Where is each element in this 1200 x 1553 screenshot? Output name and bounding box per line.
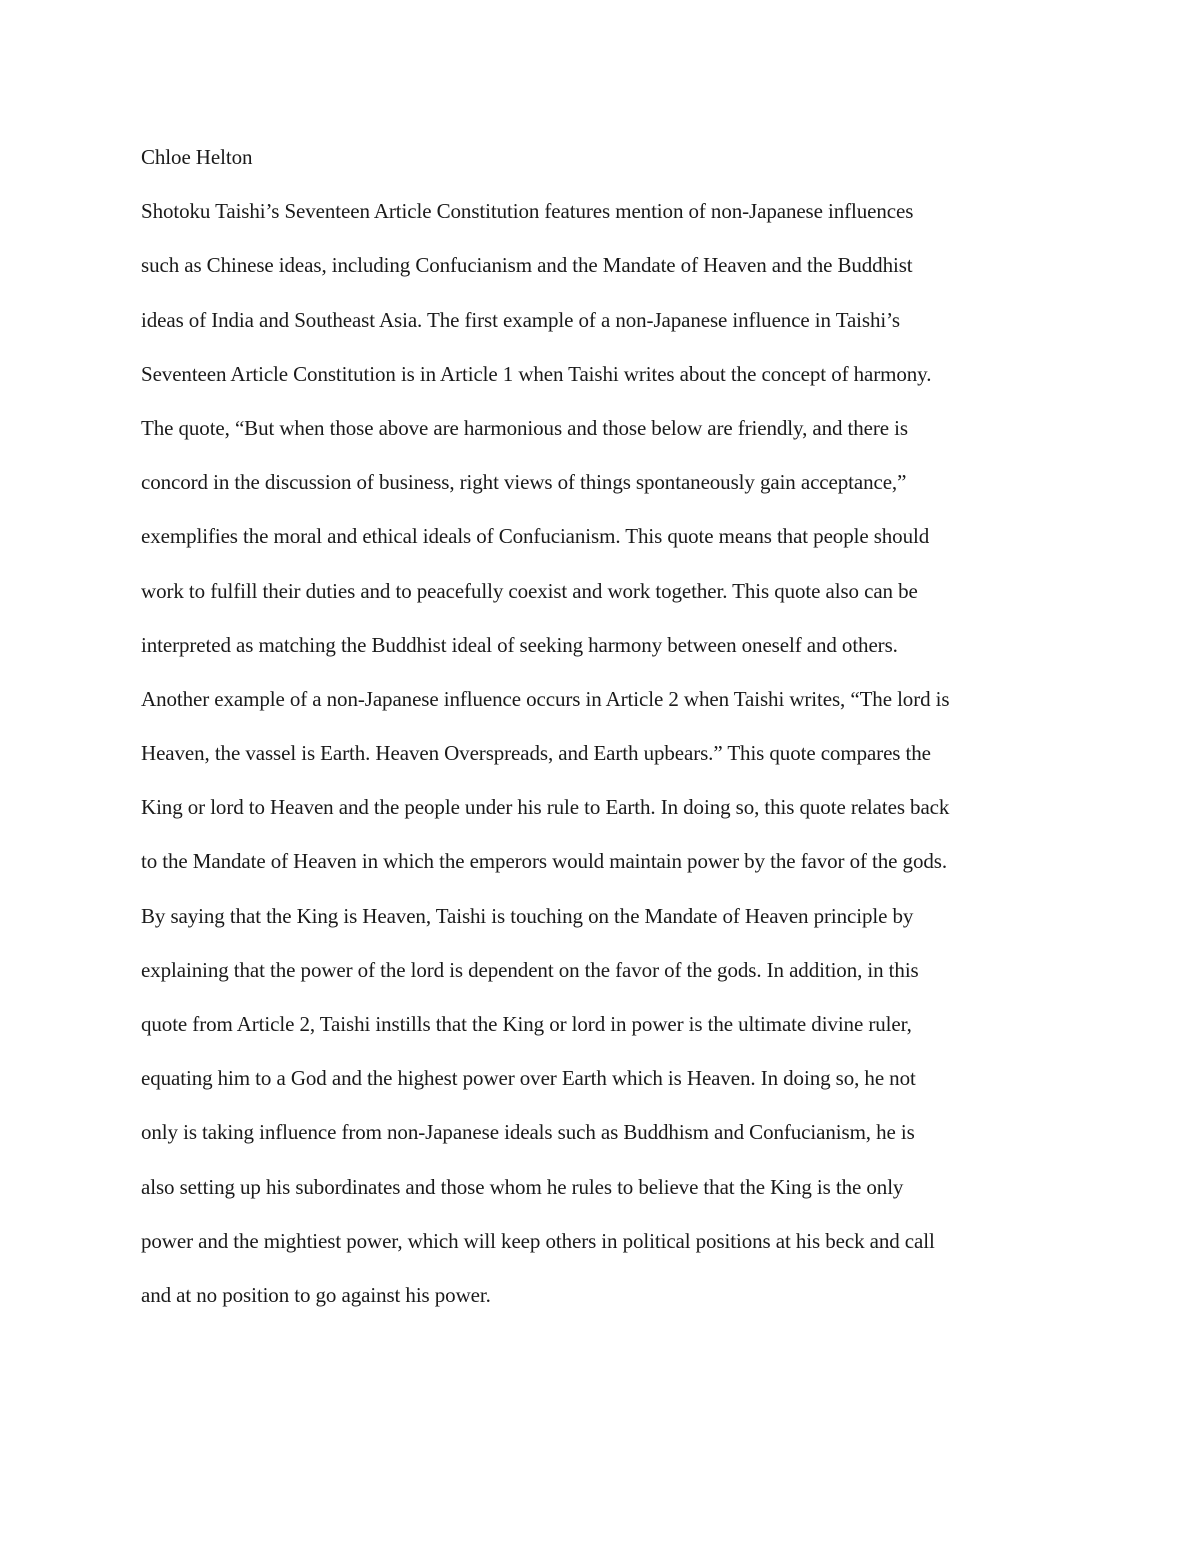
body-line: only is taking influence from non-Japanese ideals such as Buddhism and Confucianism, he is [141, 1120, 915, 1145]
body-line: explaining that the power of the lord is dependent on the favor of the gods. In addition, in this [141, 957, 919, 982]
body-line: Shotoku Taishi’s Seventeen Article Constitution features mention of non-Japanese influences [141, 199, 914, 224]
body-line: interpreted as matching the Buddhist ideal of seeking harmony between oneself and others. [141, 632, 898, 657]
body-line: concord in the discussion of business, right views of things spontaneously gain acceptance,” [141, 470, 907, 495]
body-line: ideas of India and Southeast Asia. The first example of a non-Japanese influence in Taishi’s [141, 307, 900, 332]
body-line: also setting up his subordinates and those whom he rules to believe that the King is the only [141, 1174, 904, 1199]
body-line: to the Mandate of Heaven in which the emperors would maintain power by the favor of the gods. [141, 849, 947, 874]
essay-text [141, 141, 1081, 1333]
body-line: equating him to a God and the highest power over Earth which is Heaven. In doing so, he not [141, 1066, 916, 1091]
body-line: By saying that the King is Heaven, Taishi is touching on the Mandate of Heaven principle by [141, 903, 914, 928]
body-line: power and the mightiest power, which will keep others in political positions at his beck and call [141, 1228, 935, 1253]
body-line: Seventeen Article Constitution is in Article 1 when Taishi writes about the concept of harmony. [141, 361, 932, 386]
body-line: work to fulfill their duties and to peacefully coexist and work together. This quote also can be [141, 578, 918, 603]
body-line: exemplifies the moral and ethical ideals of Confucianism. This quote means that people should [141, 524, 930, 549]
body-line: and at no position to go against his power. [141, 1282, 491, 1307]
body-line: quote from Article 2, Taishi instills that the King or lord in power is the ultimate divine ruler, [141, 1012, 912, 1036]
body-line: The quote, “But when those above are harmonious and those below are friendly, and there is [141, 415, 908, 440]
body-line: Another example of a non-Japanese influence occurs in Article 2 when Taishi writes, “The lord is [141, 686, 950, 711]
body-line: King or lord to Heaven and the people under his rule to Earth. In doing so, this quote relates back [141, 795, 950, 820]
author-name: Chloe Helton [141, 145, 253, 169]
body-line: Heaven, the vassel is Earth. Heaven Overspreads, and Earth upbears.” This quote compares the [141, 741, 931, 766]
body-line: such as Chinese ideas, including Confucianism and the Mandate of Heaven and the Buddhist [141, 253, 913, 278]
